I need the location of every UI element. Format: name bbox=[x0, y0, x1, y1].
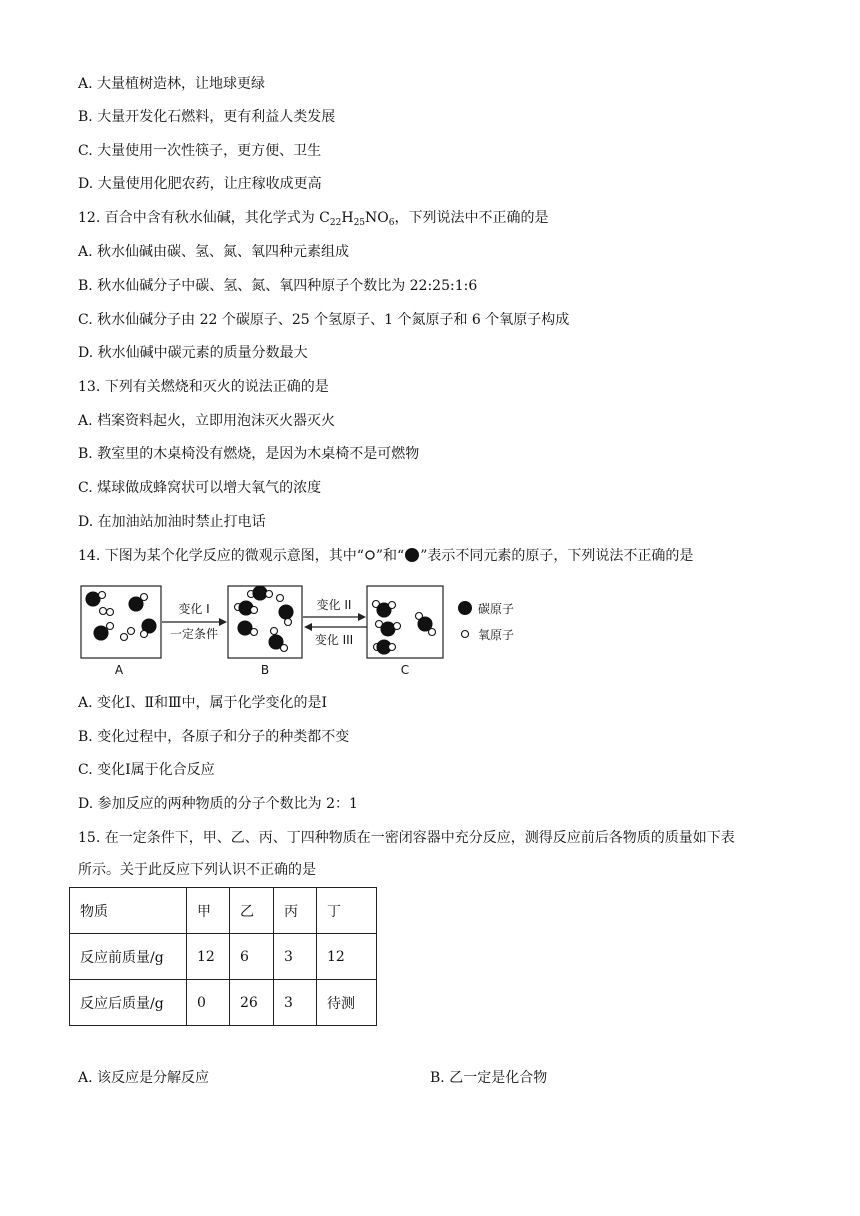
box-a-label: A bbox=[114, 663, 124, 677]
carbon-atom-icon bbox=[404, 547, 420, 563]
table-cell: 3 bbox=[274, 934, 317, 980]
table-header-cell: 乙 bbox=[230, 888, 274, 934]
legend-oxygen-icon bbox=[462, 631, 469, 638]
q15-option-b: B. 乙一定是化合物 bbox=[430, 1070, 548, 1086]
table-row bbox=[70, 980, 377, 1026]
q11-option-d: D. 大量使用化肥农药，让庄稼收成更高 bbox=[78, 176, 322, 192]
table-header-cell: 丙 bbox=[274, 888, 317, 934]
table-cell: 12 bbox=[187, 934, 230, 980]
q12-option-a: A. 秋水仙碱由碳、氢、氮、氧四种元素组成 bbox=[78, 244, 350, 260]
table-header-cell: 物质 bbox=[70, 888, 187, 934]
table-cell: 反应后质量/g bbox=[70, 980, 187, 1026]
q15-stem-line1: 15. 在一定条件下，甲、乙、丙、丁四种物质在一密闭容器中充分反应，测得反应前后各物质的质量如下表 bbox=[78, 830, 735, 846]
table-cell: 待测 bbox=[317, 980, 377, 1026]
q13-option-b: B. 教室里的木桌椅没有燃烧，是因为木桌椅不是可燃物 bbox=[78, 446, 420, 462]
legend-oxygen-label: 氧原子 bbox=[478, 628, 515, 642]
q14-option-d: D. 参加反应的两种物质的分子个数比为 2：1 bbox=[78, 796, 358, 812]
box-c-label: C bbox=[400, 663, 410, 677]
box-a-molecules bbox=[86, 592, 156, 641]
reaction-diagram bbox=[78, 580, 558, 680]
q15-stem-line2: 所示。关于此反应下列认识不正确的是 bbox=[78, 862, 316, 878]
q14-option-b: B. 变化过程中，各原子和分子的种类都不变 bbox=[78, 729, 350, 745]
arrow1-top-label: 变化 I bbox=[178, 602, 210, 616]
table-cell: 12 bbox=[317, 934, 377, 980]
table-cell: 反应前质量/g bbox=[70, 934, 187, 980]
q11-option-a: A. 大量植树造林，让地球更绿 bbox=[78, 76, 266, 92]
arrow-change-3-head bbox=[304, 623, 312, 631]
legend-carbon-label: 碳原子 bbox=[478, 602, 515, 616]
q13-option-d: D. 在加油站加油时禁止打电话 bbox=[78, 514, 266, 530]
table-cell: 26 bbox=[230, 980, 274, 1026]
legend-carbon-icon bbox=[458, 601, 472, 615]
q12-option-c: C. 秋水仙碱分子由 22 个碳原子、25 个氢原子、1 个氮原子和 6 个氧原子构成 bbox=[78, 312, 570, 328]
table-cell: 3 bbox=[274, 980, 317, 1026]
mass-table bbox=[69, 887, 377, 1026]
q12-option-d: D. 秋水仙碱中碳元素的质量分数最大 bbox=[78, 345, 308, 361]
oxygen-atom-icon bbox=[364, 549, 376, 561]
arrow1-bottom-label: 一定条件 bbox=[169, 627, 219, 641]
arrow-change-1-head bbox=[219, 618, 227, 626]
q12-stem: 12. 百合中含有秋水仙碱，其化学式为 $C_{22}H_{25}NO_6$，下列说法中不正确的是 bbox=[78, 210, 549, 228]
q14-option-c: C. 变化Ⅰ属于化合反应 bbox=[78, 762, 215, 778]
box-c-molecules bbox=[373, 601, 436, 655]
q13-stem: 13. 下列有关燃烧和灭火的说法正确的是 bbox=[78, 379, 329, 395]
table-header-cell: 甲 bbox=[187, 888, 230, 934]
arrow3-label: 变化 III bbox=[314, 633, 354, 647]
box-b-label: B bbox=[260, 663, 270, 677]
table-row bbox=[70, 934, 377, 980]
box-b-molecules bbox=[235, 586, 294, 652]
q13-option-c: C. 煤球做成蜂窝状可以增大氧气的浓度 bbox=[78, 480, 322, 496]
q11-option-b: B. 大量开发化石燃料，更有利益人类发展 bbox=[78, 109, 336, 125]
table-cell: 6 bbox=[230, 934, 274, 980]
arrow2-label: 变化 II bbox=[316, 598, 352, 612]
q11-option-c: C. 大量使用一次性筷子，更方便、卫生 bbox=[78, 143, 322, 159]
q14-option-a: A. 变化Ⅰ、Ⅱ和Ⅲ中，属于化学变化的是Ⅰ bbox=[78, 695, 328, 711]
q13-option-a: A. 档案资料起火，立即用泡沫灭火器灭火 bbox=[78, 413, 336, 429]
q12-option-b: B. 秋水仙碱分子中碳、氢、氮、氧四种原子个数比为 22:25:1:6 bbox=[78, 278, 478, 294]
arrow-change-2-head bbox=[358, 613, 366, 621]
q14-stem: 14. 下图为某个化学反应的微观示意图，其中“ ”和“ ”表示不同元素的原子，下列说法不正确的是 bbox=[78, 548, 694, 564]
table-cell: 0 bbox=[187, 980, 230, 1026]
q15-option-a: A. 该反应是分解反应 bbox=[78, 1070, 210, 1086]
table-row bbox=[70, 888, 377, 934]
table-header-cell: 丁 bbox=[317, 888, 377, 934]
